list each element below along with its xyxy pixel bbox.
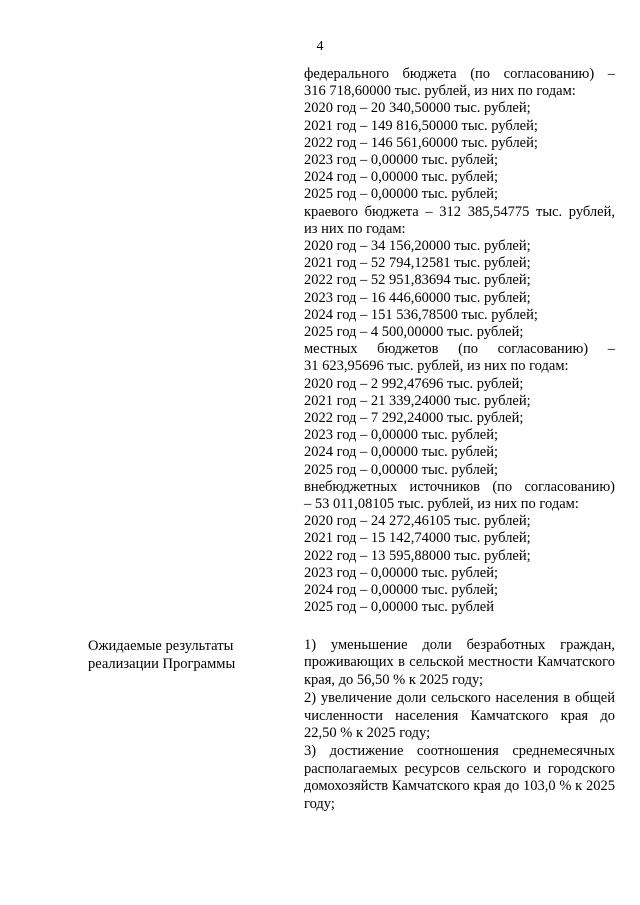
federal-budget-header: федерального бюджета (по согласованию) –	[304, 66, 615, 82]
local-year-line: 2021 год – 21 339,24000 тыс. рублей;	[304, 392, 531, 409]
funding-sources	[304, 66, 615, 617]
extrabudgetary-year-line: 2022 год – 13 595,88000 тыс. рублей;	[304, 547, 531, 564]
regional-year-line: 2023 год – 16 446,60000 тыс. рублей;	[304, 289, 531, 306]
extrabudgetary-year-line: 2020 год – 24 272,46105 тыс. рублей;	[304, 513, 531, 530]
local-year-line: 2020 год – 2 992,47696 тыс. рублей;	[304, 375, 524, 392]
regional-budget-total: из них по годам:	[304, 220, 406, 237]
local-year-line: 2025 год – 0,00000 тыс. рублей;	[304, 461, 499, 478]
expected-result-item: 3) достижение соотношения среднемесячных располагаемых ресурсов сельского и городского домохозяйств Камчатского края до 103,0 % к 2025 году;	[304, 743, 615, 812]
local-year-line: 2022 год – 7 292,24000 тыс. рублей;	[304, 410, 524, 427]
regional-budget-header: краевого бюджета – 312 385,54775 тыс. рублей,	[304, 203, 615, 220]
federal-year-line: 2023 год – 0,00000 тыс. рублей;	[304, 152, 499, 169]
expected-results-list	[304, 637, 615, 813]
regional-year-line: 2022 год – 52 951,83694 тыс. рублей;	[304, 272, 531, 289]
federal-year-line: 2021 год – 149 816,50000 тыс. рублей;	[304, 117, 538, 134]
local-budget-total: 31 623,95696 тыс. рублей, из них по годам:	[304, 358, 569, 375]
local-year-line: 2024 год – 0,00000 тыс. рублей;	[304, 444, 499, 461]
regional-year-line: 2024 год – 151 536,78500 тыс. рублей;	[304, 306, 538, 323]
extrabudgetary-total: – 53 011,08105 тыс. рублей, из них по годам:	[304, 496, 579, 513]
regional-year-line: 2021 год – 52 794,12581 тыс. рублей;	[304, 255, 531, 272]
local-year-line: 2023 год – 0,00000 тыс. рублей;	[304, 427, 499, 444]
extrabudgetary-year-line: 2023 год – 0,00000 тыс. рублей;	[304, 564, 499, 581]
extrabudgetary-year-line: 2021 год – 15 142,74000 тыс. рублей;	[304, 530, 531, 547]
expected-results-label: Ожидаемые результаты реализации Программы	[88, 638, 236, 672]
federal-budget-total: 316 718,60000 тыс. рублей, из них по годам:	[304, 83, 576, 100]
federal-year-line: 2020 год – 20 340,50000 тыс. рублей;	[304, 100, 531, 117]
expected-result-item: 1) уменьшение доли безработных граждан, проживающих в сельской местности Камчатского края, до 56,50 % к 2025 году;	[304, 637, 615, 688]
regional-year-line: 2025 год – 4 500,00000 тыс. рублей;	[304, 324, 524, 341]
extrabudgetary-year-line: 2025 год – 0,00000 тыс. рублей	[304, 599, 495, 616]
federal-year-line: 2022 год – 146 561,60000 тыс. рублей;	[304, 134, 538, 151]
regional-year-line: 2020 год – 34 156,20000 тыс. рублей;	[304, 238, 531, 255]
federal-year-line: 2024 год – 0,00000 тыс. рублей;	[304, 169, 499, 186]
federal-year-line: 2025 год – 0,00000 тыс. рублей;	[304, 186, 499, 203]
page-number: 4	[316, 39, 324, 54]
extrabudgetary-year-line: 2024 год – 0,00000 тыс. рублей;	[304, 582, 499, 599]
expected-result-item: 2) увеличение доли сельского населения в общей численности населения Камчатского края до 22,50 % к 2025 году;	[304, 690, 615, 742]
extrabudgetary-header: внебюджетных источников (по согласованию)	[304, 478, 615, 495]
local-budget-header: местных бюджетов (по согласованию) –	[304, 341, 615, 358]
